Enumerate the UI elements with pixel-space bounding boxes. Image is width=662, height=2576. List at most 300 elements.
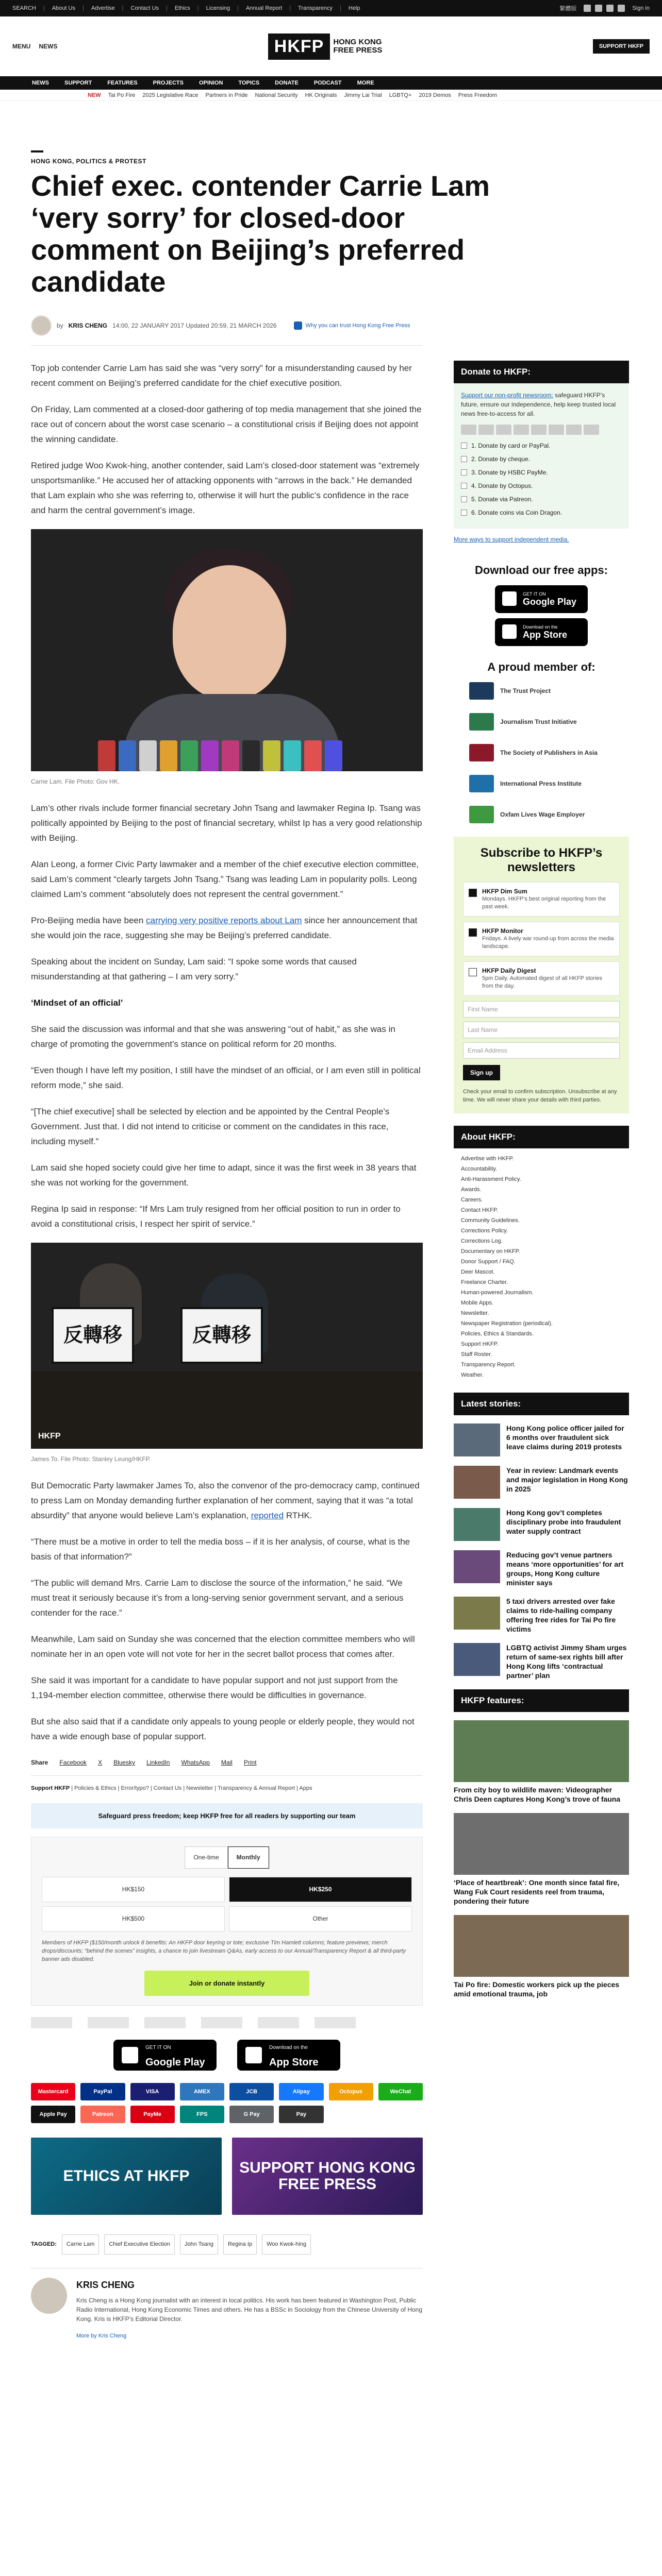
about-link[interactable]: Human-powered Journalism.	[461, 1290, 534, 1296]
photo-detail	[173, 565, 286, 699]
story-item[interactable]	[454, 1508, 629, 1541]
pay-logo	[496, 425, 511, 435]
member-logo[interactable]	[88, 2017, 129, 2028]
mic	[263, 740, 280, 771]
member-item[interactable]	[469, 713, 614, 731]
story-thumb	[454, 1550, 500, 1583]
nav-donate[interactable]: DONATE	[275, 80, 299, 86]
trending-link[interactable]: Partners in Pride	[205, 92, 248, 98]
option-label: 4. Donate by Octopus.	[471, 482, 533, 489]
logo-mark: HKFP	[268, 33, 330, 60]
safeguard-banner: Safeguard press freedom; keep HKFP free for all readers by supporting our team	[31, 1803, 423, 1828]
option-label: 3. Donate by HSBC PayMe.	[471, 469, 548, 476]
social-icons	[584, 5, 625, 12]
about-link[interactable]: Donor Support / FAQ.	[461, 1259, 516, 1265]
member-list	[454, 682, 629, 823]
pay-logo	[514, 425, 529, 435]
share-print[interactable]: Print	[243, 1759, 257, 1766]
feature-title[interactable]: Tai Po fire: Domestic workers pick up the pieces amid emotional trauma, job	[454, 1980, 620, 1998]
text-run: But Democratic Party lawmaker James To, also the convenor of the pro-democracy camp, continued to press Lam on Monday demanding further explanation of her comment, saying that it was “a total absurdity” that anyone would believe Lam’s explanation,	[31, 1481, 420, 1520]
trending-link[interactable]: LGBTQ+	[389, 92, 412, 98]
donate-option[interactable]	[461, 481, 622, 490]
article-body	[31, 361, 423, 2344]
newsletter-note: Check your email to confirm subscription. Unsubscribe at any time. We will never share your details with third parties.	[463, 1089, 617, 1103]
main-nav	[0, 76, 662, 90]
sopa-logo	[469, 744, 494, 761]
trending-link[interactable]: 2025 Legislative Race	[142, 92, 198, 98]
member-name: The Trust Project	[500, 687, 551, 694]
facebook-icon[interactable]	[584, 5, 591, 12]
newsletter-desc: Mondays. HKFP’s best original reporting from the past week.	[482, 896, 606, 910]
share-mail[interactable]: Mail	[221, 1759, 233, 1766]
new-badge: NEW	[88, 92, 101, 98]
photo-carrie-lam[interactable]	[31, 529, 423, 771]
mic	[201, 740, 219, 771]
author-box	[31, 2268, 423, 2344]
about-link[interactable]: Documentary on HKFP.	[461, 1248, 520, 1255]
mic	[119, 740, 136, 771]
about-link[interactable]: Community Guidelines.	[461, 1217, 520, 1224]
paragraph: Meanwhile, Lam said on Sunday she was concerned that the election committee members who will nominate her in an open vote will not vote for her in the secret ballot process that comes after.	[31, 1634, 415, 1659]
photo-caption: James To. File Photo: Stanley Leung/HKFP.	[31, 1455, 151, 1463]
signup-button[interactable]: Sign up	[463, 1065, 500, 1080]
paragraph: She said it was important for a candidate to have popular support and not just support from the 1,194-member election committee, otherwise there would be difficulties in governance.	[31, 1675, 398, 1700]
tags-label: TAGGED:	[31, 2241, 57, 2247]
pay-logo: Pay	[279, 2106, 323, 2123]
donate-option[interactable]	[461, 508, 622, 517]
trending-link[interactable]: National Security	[255, 92, 298, 98]
pay-logo	[566, 425, 582, 435]
payme-logo: PayMe	[130, 2106, 175, 2123]
amex-logo: AMEX	[180, 2083, 224, 2100]
donate-heading: Donate to HKFP:	[454, 361, 629, 383]
mic	[98, 740, 115, 771]
support-hkfp-link[interactable]: Support HKFP	[31, 1785, 70, 1791]
badge-small: GET IT ON	[523, 591, 546, 597]
more-by-author-link[interactable]: More by Kris Cheng	[76, 2333, 127, 2339]
apple-icon	[502, 624, 517, 639]
email-field[interactable]: Email Address	[463, 1042, 620, 1059]
newsletter-option[interactable]	[463, 961, 620, 996]
tag-chip[interactable]: John Tsang	[180, 2234, 218, 2255]
policy-link[interactable]: Policies & Ethics	[74, 1785, 117, 1791]
nav-podcast[interactable]: PODCAST	[313, 80, 342, 86]
newsletter-option[interactable]	[463, 882, 620, 917]
donate-intro-text: safeguard HKFP’s future, ensure our independence, help keep trusted local news free-to-access for all.	[461, 392, 616, 417]
latest-heading: Latest stories:	[454, 1393, 629, 1415]
member-logo[interactable]	[315, 2017, 356, 2028]
jcb-logo: JCB	[229, 2083, 274, 2100]
newsletter-checkbox[interactable]	[469, 968, 477, 976]
utility-bar: SEARCH | About Us | Advertise | Contact Us | Ethics | Licensing | Annual Report | Transparency | Help 繁體版 Sign in	[0, 0, 662, 16]
logo-line-2: FREE PRESS	[333, 46, 383, 55]
google-play-badge[interactable]	[113, 2040, 217, 2071]
lang-switch[interactable]: 繁體版	[559, 6, 577, 12]
about-link[interactable]: Policies, Ethics & Standards.	[461, 1331, 534, 1337]
author-avatar	[31, 315, 52, 336]
last-name-field[interactable]: Last Name	[463, 1022, 620, 1038]
paragraph: “The public will demand Mrs. Carrie Lam to disclose the source of the information,” he said. “We must treat it seriously because it’s from a long-serving senior government servant, and a serious contender for the race.”	[31, 1578, 404, 1618]
photo-james-to[interactable]	[31, 1243, 423, 1449]
about-link[interactable]: Staff Roster.	[461, 1351, 492, 1358]
subheading: ‘Mindset of an official’	[31, 998, 123, 1008]
policy-link[interactable]: Contact Us	[153, 1785, 182, 1791]
by-label: by	[57, 322, 63, 329]
join-button[interactable]: Join or donate instantly	[144, 1971, 309, 1996]
pay-logo	[584, 425, 599, 435]
member-item[interactable]	[469, 682, 614, 700]
tags-row	[31, 2234, 423, 2255]
donate-option[interactable]	[461, 454, 622, 464]
story-title: Reducing gov’t venue partners means ‘more opportunities’ for art groups, Hong Kong culture minister says	[506, 1551, 624, 1587]
more-ways-row	[454, 529, 629, 549]
newsletter-checkbox[interactable]	[469, 889, 477, 897]
contact-link[interactable]: Contact Us	[130, 5, 159, 11]
licensing-link[interactable]: Licensing	[206, 5, 230, 11]
policy-link[interactable]: Apps	[299, 1785, 312, 1791]
share-bar	[31, 1755, 423, 1776]
member-item[interactable]	[469, 806, 614, 823]
advertise-link[interactable]: Advertise	[91, 5, 115, 11]
story-title: Hong Kong gov’t completes disciplinary probe into fraudulent water supply contract	[506, 1509, 621, 1535]
story-title: 5 taxi drivers arrested over fake claims to ride-hailing company offering free rides for Tai Po fire victims	[506, 1597, 616, 1633]
option-marker	[461, 496, 467, 502]
trust-link[interactable]	[294, 321, 410, 330]
text-run: Pro-Beijing media have been	[31, 916, 146, 925]
newsletter-checkbox[interactable]	[469, 928, 477, 937]
donate-panel	[454, 383, 629, 529]
protest-sign: 反轉移	[52, 1307, 134, 1364]
trust-label: Why you can trust Hong Kong Free Press	[305, 323, 410, 329]
protest-sign: 反轉移	[180, 1307, 263, 1364]
app-store-badge[interactable]	[495, 618, 588, 646]
patreon-logo: Patreon	[80, 2106, 125, 2123]
feature-image[interactable]	[454, 1915, 629, 1977]
amount-option[interactable]: HK$150	[42, 1877, 225, 1902]
member-logo[interactable]	[201, 2017, 242, 2028]
newsletter-option[interactable]	[463, 922, 620, 956]
about-link[interactable]: Corrections Log.	[461, 1238, 503, 1244]
help-link[interactable]: Help	[348, 5, 360, 11]
apple-icon	[245, 2047, 262, 2063]
nav-features[interactable]: FEATURES	[107, 80, 138, 86]
google-play-icon	[502, 591, 517, 606]
amount-option[interactable]: HK$250	[229, 1877, 412, 1902]
mastercard-logo: Mastercard	[31, 2083, 75, 2100]
amount-options	[42, 1877, 412, 1931]
frequency-toggle	[42, 1846, 412, 1869]
about-link[interactable]: Newspaper Registration (periodical).	[461, 1320, 553, 1327]
trending-link[interactable]: Press Freedom	[458, 92, 497, 98]
about-link[interactable]: Contact HKFP.	[461, 1207, 498, 1213]
option-label: 2. Donate by cheque.	[471, 455, 531, 463]
photo-caption: Carrie Lam. File Photo: Gov HK.	[31, 778, 120, 785]
paragraph: “[The chief executive] shall be selected by election and be appointed by the Central People’s Government. Just that. I did not intend to criticise or comment on the candidates in this race, including myself.”	[31, 1107, 390, 1146]
author-avatar	[31, 2278, 67, 2314]
about-link[interactable]: Newsletter.	[461, 1310, 489, 1316]
pay-logo	[531, 425, 547, 435]
publish-dates: 14:00, 22 JANUARY 2017 Updated 20:59, 21 MARCH 2026	[112, 322, 277, 329]
paragraph: Lam’s other rivals include former financial secretary John Tsang and lawmaker Regina Ip. Tsang was politically appointed by Beijing to the post of financial secretary, whilst Ip has a very good relationship with Beijing.	[31, 803, 422, 843]
ethics-link[interactable]: Ethics	[174, 5, 190, 11]
mic	[284, 740, 301, 771]
feature-image[interactable]	[454, 1720, 629, 1782]
nav-more[interactable]: MORE	[357, 80, 374, 86]
trending-link[interactable]: Tai Po Fire	[108, 92, 136, 98]
badge-small: Download on the	[523, 624, 558, 630]
side-payment-logos	[461, 425, 622, 435]
trust-icon	[294, 321, 302, 330]
x-icon[interactable]	[595, 5, 602, 12]
about-link[interactable]: Mobile Apps.	[461, 1300, 493, 1306]
paragraph: But she also said that if a candidate only appeals to young people or elderly people, they would not have a wide enough base of popular support.	[31, 1717, 415, 1741]
member-name: Journalism Trust Initiative	[500, 718, 577, 725]
story-thumb	[454, 1597, 500, 1630]
alipay-logo: Alipay	[279, 2083, 323, 2100]
nav-support[interactable]: SUPPORT	[64, 80, 92, 86]
fps-logo: FPS	[180, 2106, 224, 2123]
logo-line-1: HONG KONG	[333, 37, 382, 46]
policy-link[interactable]: Transparency & Annual Report	[218, 1785, 295, 1791]
logo-wordmark	[333, 38, 382, 55]
about-link[interactable]: Transparency Report.	[461, 1362, 516, 1368]
donate-intro	[461, 391, 622, 418]
promo-banners	[31, 2138, 423, 2215]
paragraph: “There must be a motive in order to tell the media boss – if it is her analysis, of course, what is the basis of that information?”	[31, 1537, 410, 1562]
membership-note: Members of HKFP ($150/month unlock 8 benefits: An HKFP door keyring or tote; exclusive Tim Hamlett columns; feature previews; merch drops/discounts; “behind the scenes” insights, a chance to join livestream Q&As, early access to our Annual/Transparency Report & all third-party banner ads disabled.	[42, 1940, 406, 1962]
mic	[242, 740, 260, 771]
about-link[interactable]: Freelance Charter.	[461, 1279, 508, 1285]
about-link[interactable]: Corrections Policy.	[461, 1228, 508, 1234]
nav-projects[interactable]: PROJECTS	[153, 80, 184, 86]
option-label: 1. Donate by card or PayPal.	[471, 442, 551, 449]
kicker-rule	[31, 150, 43, 152]
support-banner[interactable]: SUPPORT HONG KONG FREE PRESS	[232, 2138, 423, 2215]
story-item[interactable]	[454, 1643, 629, 1680]
signin-link[interactable]: Sign in	[632, 5, 650, 11]
text-run: RTHK.	[284, 1511, 312, 1520]
badge-big: Google Play	[145, 2057, 205, 2068]
article-headline: Chief exec. contender Carrie Lam ‘very sorry’ for closed-door comment on Beijing’s preferred candidate	[31, 170, 490, 298]
pay-logo	[461, 425, 476, 435]
text-run: since her announcement that she would join the race, suggesting she may be Beijing’s preferred candidate.	[31, 916, 418, 940]
badge-small: Download on the	[269, 2045, 308, 2050]
member-name: Oxfam Lives Wage Employer	[500, 811, 585, 818]
instagram-icon[interactable]	[606, 5, 614, 12]
masthead	[0, 16, 662, 76]
story-thumb	[454, 1466, 500, 1499]
tag-chip[interactable]: Woo Kwok-hing	[262, 2234, 311, 2255]
member-item[interactable]	[469, 744, 614, 761]
trending-link[interactable]: 2019 Demos	[419, 92, 451, 98]
paragraph: Alan Leong, a former Civic Party lawmaker and a member of the chief executive election committee, said Lam’s comment “clearly targets John Tsang.” Tsang was leading Lam in popularity polls. Leong claimed Lam’s comment “absolutely does not represent the central government.”	[31, 859, 419, 899]
badge-small: GET IT ON	[145, 2045, 171, 2050]
about-link[interactable]: About Us	[52, 5, 75, 11]
story-title: LGBTQ activist Jimmy Sham urges return of same-sex rights bill after Hong Kong lifts ‘contractual partner’ plan	[506, 1643, 627, 1680]
youtube-icon[interactable]	[618, 5, 625, 12]
app-store-badge[interactable]	[237, 2040, 340, 2071]
share-label: Share	[31, 1759, 48, 1766]
option-marker	[461, 483, 467, 489]
member-logo-row	[31, 2017, 423, 2028]
member-name: The Society of Publishers in Asia	[500, 749, 598, 756]
member-logo[interactable]	[258, 2017, 299, 2028]
freq-one-time[interactable]: One-time	[185, 1846, 227, 1869]
feature-title[interactable]: ‘Place of heartbreak’: One month since fatal fire, Wang Fuk Court residents reel from trauma, pondering their future	[454, 1878, 620, 1905]
google-play-badge[interactable]	[495, 585, 588, 613]
donate-option[interactable]	[461, 495, 622, 504]
policy-link[interactable]: Newsletter	[186, 1785, 213, 1791]
oxfam-logo	[469, 806, 494, 823]
nav-news[interactable]: NEWS	[32, 80, 49, 86]
author-bio: Kris Cheng is a Hong Kong journalist with an interest in local politics. His work has been featured in Washington Post, Public Radio International, Hong Kong Economic Times and others. He has a BSSc in Sociology from the Chinese University of Hong Kong. Kris is HKFP’s Editorial Director.	[76, 2297, 423, 2323]
photo-detail	[31, 1371, 423, 1449]
tag-chip[interactable]: Chief Executive Election	[104, 2234, 175, 2255]
transparency-link[interactable]: Transparency	[298, 5, 333, 11]
option-label: 6. Donate coins via Coin Dragon.	[471, 509, 562, 516]
trending-bar	[0, 90, 662, 101]
paragraph: Top job contender Carrie Lam has said she was “very sorry” for a misunderstanding caused by her recent comment on Beijing’s preferred candidate for the chief executive position.	[31, 363, 412, 388]
paypal-logo: PayPal	[80, 2083, 125, 2100]
newsletter-desc: Fridays. A lively war round-up from across the media landscape.	[482, 936, 614, 950]
payment-logos	[31, 2083, 423, 2123]
newsletter-panel	[454, 837, 629, 1113]
donate-option[interactable]	[461, 468, 622, 477]
story-item[interactable]	[454, 1550, 629, 1587]
about-link[interactable]: Support HKFP.	[461, 1341, 499, 1347]
divider	[31, 345, 423, 346]
story-title: Hong Kong police officer jailed for 6 months over fraudulent sick leave claims during 2019 protests	[506, 1424, 624, 1451]
paragraph: “Even though I have left my position, I still have the mindset of an official, or I am even still in political reform mode,” she said.	[31, 1065, 421, 1090]
about-link[interactable]: Advertise with HKFP.	[461, 1156, 514, 1162]
member-logo[interactable]	[144, 2017, 186, 2028]
story-title: Year in review: Landmark events and major legislation in Hong Kong in 2025	[506, 1466, 628, 1493]
share-x[interactable]: X	[98, 1759, 103, 1766]
ethics-banner[interactable]: ETHICS AT HKFP	[31, 2138, 222, 2215]
freq-monthly[interactable]: Monthly	[228, 1846, 269, 1869]
donate-widget	[31, 1837, 423, 2006]
badge-big: App Store	[523, 629, 568, 640]
tag-chip[interactable]: Carrie Lam	[62, 2234, 99, 2255]
news-button[interactable]: NEWS	[39, 43, 58, 50]
google-play-icon	[122, 2047, 138, 2063]
microphones	[98, 715, 356, 771]
octopus-logo: Octopus	[329, 2083, 373, 2100]
google-pay-logo: G Pay	[229, 2106, 274, 2123]
paragraph: She said the discussion was informal and that she was answering “out of habit,” as she was in charge of promoting the government’s stance on political reform for 20 months.	[31, 1024, 395, 1049]
trending-link[interactable]: HK Originals	[305, 92, 337, 98]
member-item[interactable]	[469, 775, 614, 792]
feature-title[interactable]: From city boy to wildlife maven: Videographer Chris Deen captures Hong Kong’s trove of fauna	[454, 1786, 621, 1803]
about-link[interactable]: Careers.	[461, 1197, 483, 1203]
paragraph: On Friday, Lam commented at a closed-door gathering of top media management that she joined the race out of concern about the worst case scenario – a constitutional crisis if Beijing does not appoint the winning candidate.	[31, 404, 422, 444]
share-linkedin[interactable]: LinkedIn	[146, 1759, 170, 1766]
story-thumb	[454, 1643, 500, 1676]
support-hkfp-button[interactable]: SUPPORT HKFP	[593, 39, 650, 54]
option-marker	[461, 510, 467, 516]
option-marker	[461, 469, 467, 476]
article-category[interactable]: HONG KONG, POLITICS & PROTEST	[31, 158, 146, 165]
paragraph	[31, 913, 423, 943]
mic	[325, 740, 342, 771]
about-link[interactable]: Deer Mascot.	[461, 1269, 495, 1275]
author-box-name[interactable]: KRIS CHENG	[76, 2280, 135, 2290]
about-link[interactable]: Anti-Harassment Policy.	[461, 1176, 521, 1182]
trending-link[interactable]: Jimmy Lai Trial	[344, 92, 382, 98]
byline	[31, 315, 410, 336]
author-name[interactable]: KRIS CHENG	[68, 322, 108, 329]
inline-link[interactable]: reported	[251, 1511, 284, 1520]
apps-heading: Download our free apps:	[475, 564, 608, 577]
story-thumb	[454, 1423, 500, 1456]
apple-pay-logo: Apple Pay	[31, 2106, 75, 2123]
story-item[interactable]	[454, 1423, 629, 1456]
proud-heading: A proud member of:	[487, 660, 595, 673]
share-bluesky[interactable]: Bluesky	[113, 1759, 136, 1766]
story-item[interactable]	[454, 1466, 629, 1499]
menu-button[interactable]: MENU	[12, 43, 31, 50]
about-link[interactable]: Accountability.	[461, 1166, 498, 1172]
paragraph: Regina Ip said in response: “If Mrs Lam truly resigned from her official position to run in order to avoid a constitutional crisis, I respect her spirit of service.”	[31, 1204, 401, 1229]
search-link[interactable]: SEARCH	[12, 5, 36, 11]
share-whatsapp[interactable]: WhatsApp	[181, 1759, 210, 1766]
visa-logo: VISA	[130, 2083, 175, 2100]
wechat-logo: WeChat	[378, 2083, 423, 2100]
sidebar	[454, 361, 629, 2008]
mic	[139, 740, 157, 771]
newsletter-heading: Subscribe to HKFP’s newsletters	[480, 846, 603, 874]
paragraph: Lam said she hoped society could give her time to adapt, since it was the first week in 38 years that she was not working for the government.	[31, 1163, 417, 1188]
pay-logo	[549, 425, 564, 435]
annual-report-link[interactable]: Annual Report	[245, 5, 283, 11]
option-label: 5. Donate via Patreon.	[471, 496, 533, 503]
member-logo[interactable]	[31, 2017, 72, 2028]
hkfp-logo[interactable]	[268, 33, 383, 60]
badge-big: App Store	[269, 2057, 319, 2068]
badge-big: Google Play	[523, 596, 577, 607]
option-marker	[461, 456, 467, 462]
more-ways-link[interactable]: More ways to support independent media.	[454, 536, 569, 543]
mic	[180, 740, 198, 771]
first-name-field[interactable]: First Name	[463, 1001, 620, 1018]
pay-logo	[478, 425, 494, 435]
donate-intro-link[interactable]: Support our non-profit newsroom:	[461, 392, 553, 399]
ipi-logo	[469, 775, 494, 792]
about-link[interactable]: Weather.	[461, 1372, 484, 1378]
amount-option[interactable]: Other	[229, 1906, 412, 1931]
inline-link[interactable]: carrying very positive reports about Lam	[146, 916, 302, 925]
option-marker	[461, 443, 467, 449]
photo-watermark: HKFP	[38, 1432, 61, 1440]
nav-opinion[interactable]: OPINION	[198, 80, 223, 86]
nav-topics[interactable]: TOPICS	[238, 80, 260, 86]
mic	[160, 740, 177, 771]
paragraph: Speaking about the incident on Sunday, Lam said: “I spoke some words that caused misunderstanding at that gathering – I am very sorry.”	[31, 957, 357, 981]
about-link[interactable]: Awards.	[461, 1187, 482, 1193]
newsletter-desc: 5pm Daily. Automated digest of all HKFP stories from the day.	[482, 975, 603, 989]
share-facebook[interactable]: Facebook	[59, 1759, 87, 1766]
donate-option[interactable]	[461, 441, 622, 450]
amount-option[interactable]: HK$500	[42, 1906, 225, 1931]
policy-link[interactable]: Error/typo?	[121, 1785, 149, 1791]
feature-image[interactable]	[454, 1813, 629, 1875]
features-heading: HKFP features:	[454, 1689, 629, 1712]
tag-chip[interactable]: Regina Ip	[223, 2234, 257, 2255]
policy-links: Support HKFP | Policies & Ethics | Error/typo? | Contact Us | Newsletter | Transparency & Annual Report | Apps	[31, 1785, 312, 1791]
story-item[interactable]	[454, 1597, 629, 1634]
app-badges	[31, 2040, 423, 2071]
story-thumb	[454, 1508, 500, 1541]
